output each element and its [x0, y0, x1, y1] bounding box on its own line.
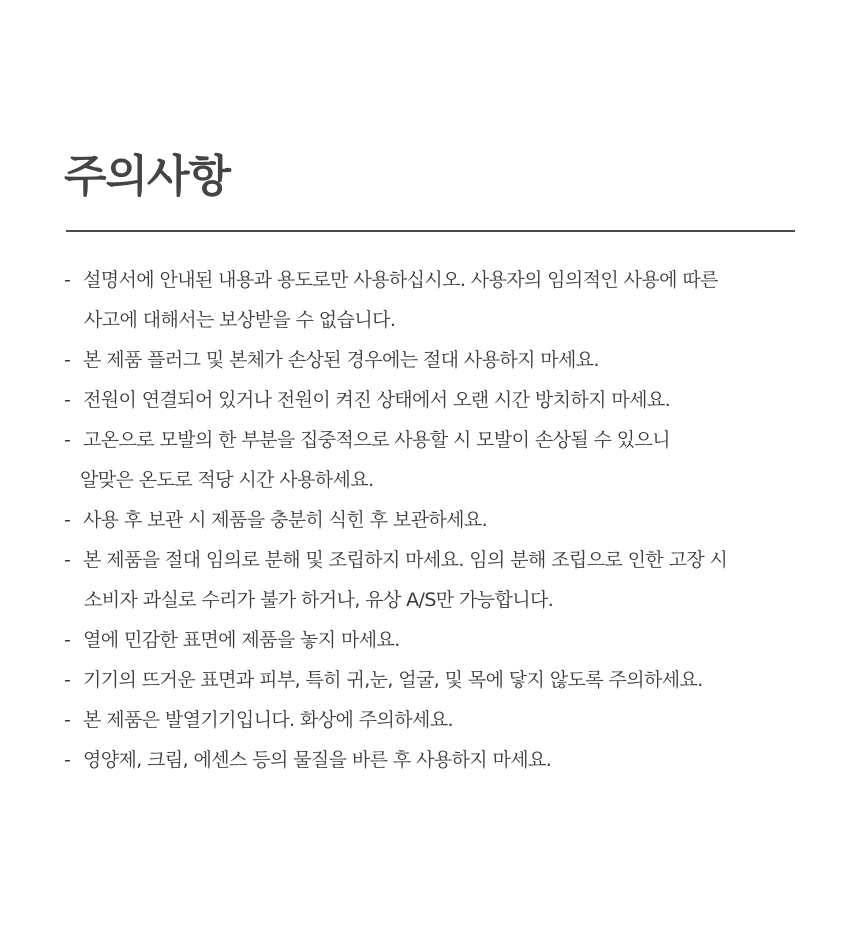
title-divider: [66, 230, 795, 232]
bullet-dash: -: [64, 429, 71, 451]
caution-list: [64, 260, 764, 780]
caution-item-hot-surface-contact: [64, 660, 764, 700]
caution-text-continued: 소비자 과실로 수리가 불가 하거나, 유상 A/S만 가능합니다.: [84, 589, 554, 611]
caution-item-damaged-plug: [64, 340, 764, 380]
caution-item-cool-before-storage: [64, 500, 764, 540]
caution-text: 열에 민감한 표면에 제품을 놓지 마세요.: [83, 629, 400, 651]
caution-item-no-product-substances: [64, 740, 764, 780]
caution-text: 본 제품 플러그 및 본체가 손상된 경우에는 절대 사용하지 마세요.: [83, 349, 600, 371]
caution-text-continued: 알맞은 온도로 적당 시간 사용하세요.: [80, 469, 374, 491]
caution-text: 기기의 뜨거운 표면과 피부, 특히 귀,눈, 얼굴, 및 목에 닿지 않도록 주의하세요.: [83, 669, 703, 691]
caution-item-no-disassembly: [64, 540, 764, 620]
bullet-dash: -: [64, 349, 71, 371]
caution-text: 본 제품을 절대 임의로 분해 및 조립하지 마세요. 임의 분해 조립으로 인한 고장 시: [83, 549, 728, 571]
caution-item-burn-warning: [64, 700, 764, 740]
bullet-dash: -: [64, 749, 71, 771]
caution-item-unattended-power: [64, 380, 764, 420]
caution-text: 본 제품은 발열기기입니다. 화상에 주의하세요.: [83, 709, 453, 731]
caution-text: 설명서에 안내된 내용과 용도로만 사용하십시오. 사용자의 임의적인 사용에 따른: [83, 269, 718, 291]
bullet-dash: -: [64, 709, 71, 731]
page-title: 주의사항: [64, 151, 231, 202]
bullet-dash: -: [64, 629, 71, 651]
caution-text: 영양제, 크림, 에센스 등의 물질을 바른 후 사용하지 마세요.: [83, 749, 552, 771]
bullet-dash: -: [64, 549, 71, 571]
bullet-dash: -: [64, 389, 71, 411]
bullet-dash: -: [64, 669, 71, 691]
caution-text: 고온으로 모발의 한 부분을 집중적으로 사용할 시 모발이 손상될 수 있으니: [83, 429, 671, 451]
caution-item-usage-purpose: [64, 260, 764, 340]
caution-text: 전원이 연결되어 있거나 전원이 켜진 상태에서 오랜 시간 방치하지 마세요.: [83, 389, 671, 411]
caution-text-continued: 사고에 대해서는 보상받을 수 없습니다.: [84, 309, 396, 331]
bullet-dash: -: [64, 269, 71, 291]
caution-item-heat-sensitive-surface: [64, 620, 764, 660]
bullet-dash: -: [64, 509, 71, 531]
caution-text: 사용 후 보관 시 제품을 충분히 식힌 후 보관하세요.: [83, 509, 488, 531]
caution-item-high-temperature: [64, 420, 764, 500]
